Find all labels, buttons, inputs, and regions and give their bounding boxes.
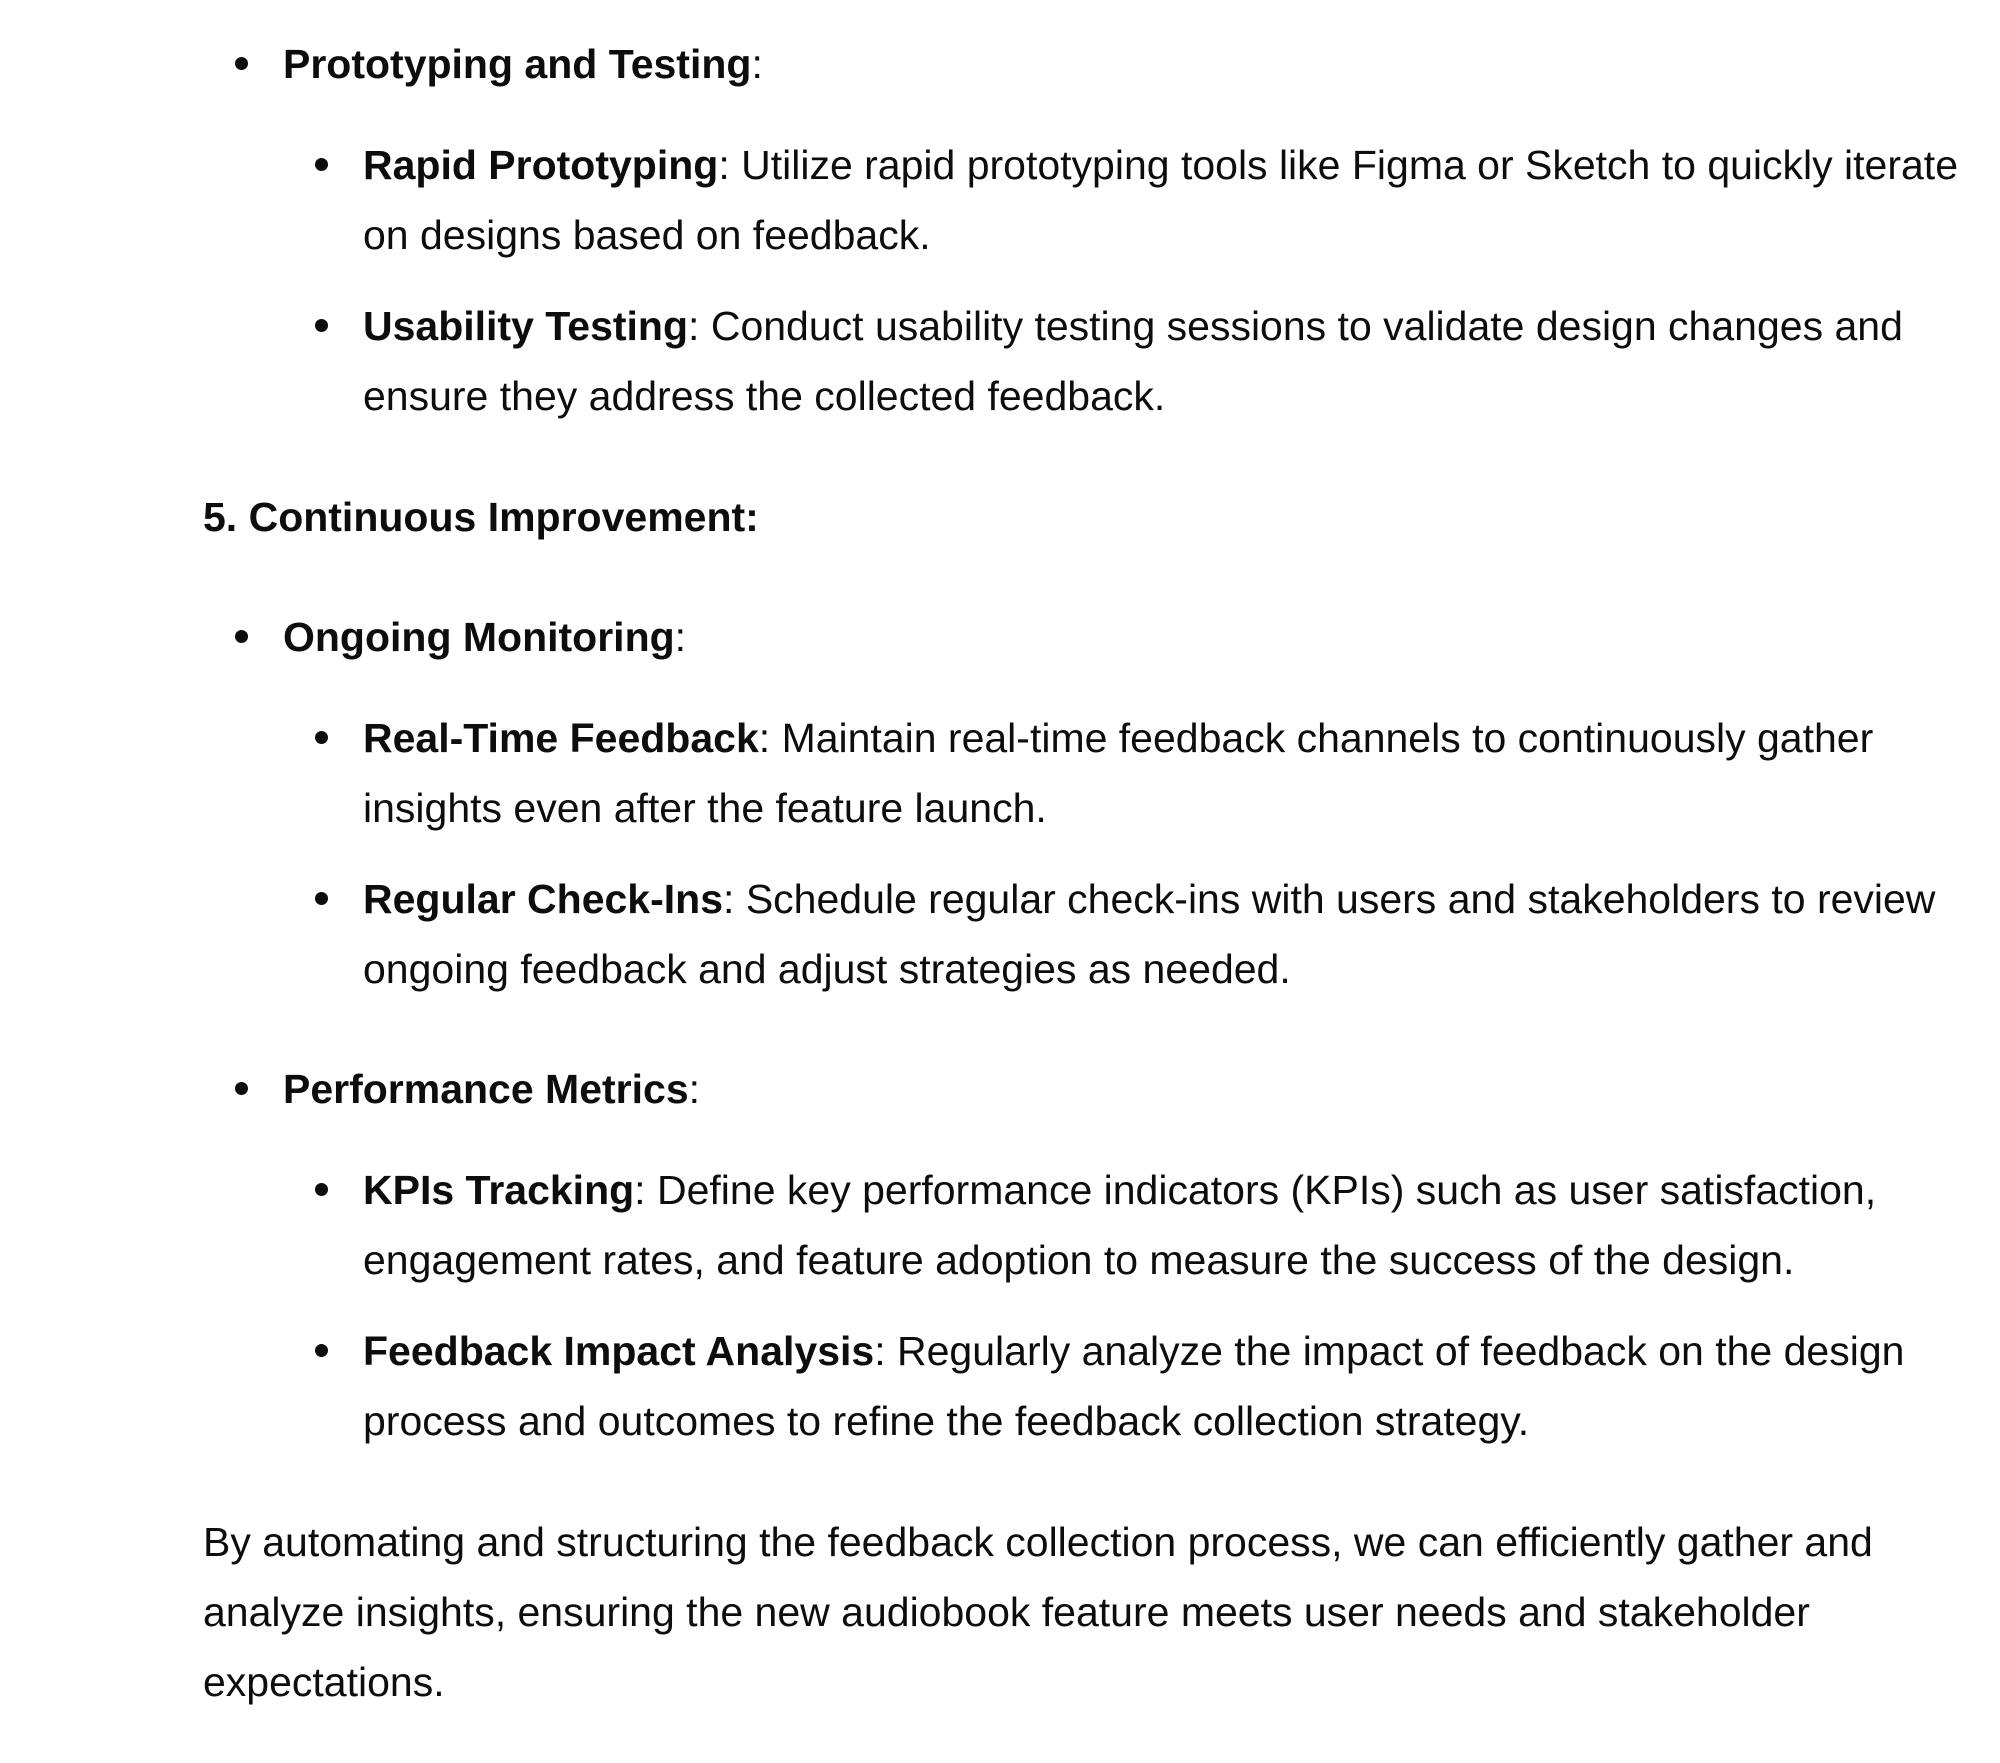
list-item-feedback-impact-analysis-cont: process and outcomes to refine the feedback collection strategy. [363,1398,1530,1444]
list-item-usability-testing: Usability Testing: Conduct usability testing sessions to validate design changes and [363,303,1903,349]
bullet-performance-metrics [235,1082,248,1095]
list-item-rapid-prototyping-cont: on designs based on feedback. [363,212,931,258]
bullet-prototyping [235,57,248,70]
conclusion-paragraph-line2: analyze insights, ensuring the new audiobook feature meets user needs and stakeholder [203,1589,1810,1635]
list-item-real-time-feedback: Real-Time Feedback: Maintain real-time feedback channels to continuously gather [363,715,1874,761]
list-heading-prototyping: Prototyping and Testing: [283,41,763,87]
section-heading-continuous-improvement: 5. Continuous Improvement: [203,494,759,540]
bullet-feedback-impact-analysis [315,1344,328,1357]
list-item-rapid-prototyping: Rapid Prototyping: Utilize rapid prototyping tools like Figma or Sketch to quickly iterate [363,142,1958,188]
list-heading-performance-metrics: Performance Metrics: [283,1066,701,1112]
list-heading-ongoing-monitoring: Ongoing Monitoring: [283,614,687,660]
bullet-real-time-feedback [315,731,328,744]
list-item-kpis-tracking-cont: engagement rates, and feature adoption to measure the success of the design. [363,1237,1795,1283]
list-item-regular-check-ins: Regular Check-Ins: Schedule regular check-ins with users and stakeholders to review [363,876,1936,922]
bullet-ongoing-monitoring [235,630,248,643]
list-item-feedback-impact-analysis: Feedback Impact Analysis: Regularly analyze the impact of feedback on the design [363,1328,1905,1374]
bullet-regular-check-ins [315,892,328,905]
bullet-usability-testing [315,319,328,332]
bullet-kpis-tracking [315,1183,328,1196]
conclusion-paragraph-line3: expectations. [203,1659,445,1705]
list-item-usability-testing-cont: ensure they address the collected feedback. [363,373,1166,419]
list-item-real-time-feedback-cont: insights even after the feature launch. [363,785,1047,831]
conclusion-paragraph-line1: By automating and structuring the feedback collection process, we can efficiently gather and [203,1519,1873,1565]
bullet-rapid-prototyping [315,158,328,171]
list-item-kpis-tracking: KPIs Tracking: Define key performance indicators (KPIs) such as user satisfaction, [363,1167,1877,1213]
list-item-regular-check-ins-cont: ongoing feedback and adjust strategies as needed. [363,946,1291,992]
